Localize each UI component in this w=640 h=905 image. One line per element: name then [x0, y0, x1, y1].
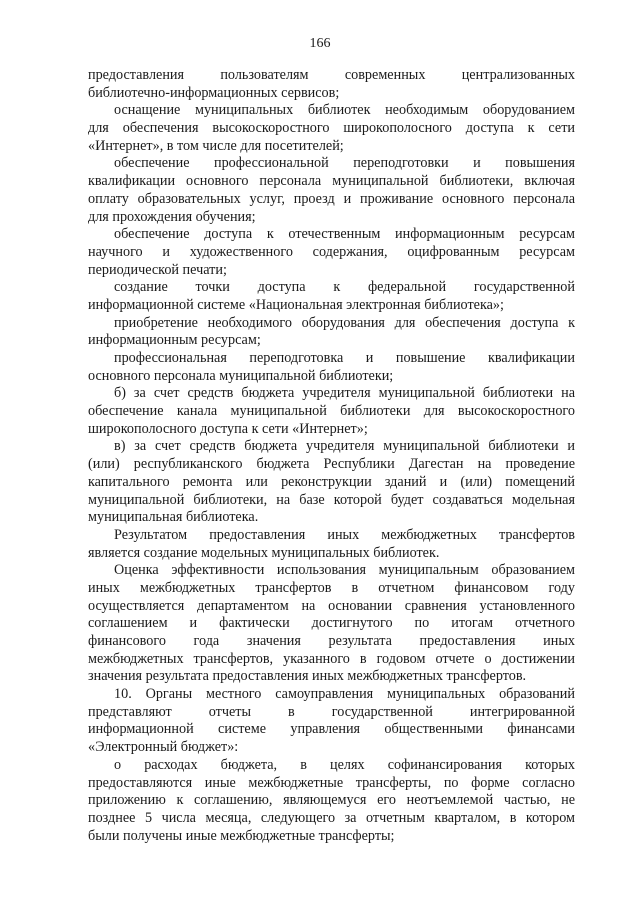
text-line: «Электронный бюджет»:: [88, 739, 239, 756]
text-line: Оценка эффективности использования муниципальным образованием: [114, 562, 575, 579]
text-line: в) за счет средств бюджета учредителя муниципальной библиотеки и: [114, 438, 575, 455]
text-line: капитального ремонта или реконструкции зданий и (или) помещений: [88, 473, 575, 490]
text-line: является создание модельных муниципальных библиотек.: [88, 544, 440, 561]
text-line: квалификации основного персонала муниципальной библиотеки, включая: [88, 173, 575, 190]
text-line: Результатом предоставления иных межбюджетных трансфертов: [114, 526, 575, 543]
text-line: основного персонала муниципальной библиотеки;: [88, 367, 394, 384]
text-line: профессиональная переподготовка и повышение квалификации: [114, 350, 575, 366]
text-line: информационной системе «Национальная электронная библиотека»;: [88, 296, 504, 313]
text-line: представляют отчеты в государственной интегрированной: [88, 703, 575, 720]
text-line: обеспечение канала муниципальной библиотеки для высокоскоростного: [88, 403, 575, 420]
text-line: муниципальной библиотеки, на базе которой будет создаваться модельная: [88, 491, 575, 508]
text-line: научного и художественного содержания, оцифрованным ресурсам: [88, 243, 575, 260]
text-line: оснащение муниципальных библиотек необходимым оборудованием: [114, 102, 575, 119]
text-line: б) за счет средств бюджета учредителя муниципальной библиотеки на: [114, 385, 575, 402]
text-line: оплату образовательных услуг, проезд и проживание основного персонала: [88, 190, 575, 207]
text-line: информационным ресурсам;: [88, 332, 261, 349]
text-line: муниципальная библиотека.: [88, 509, 259, 526]
text-line: (или) республиканского бюджета Республики Дагестан на проведение: [88, 456, 575, 473]
text-line: финансового года значения результата предоставления иных: [88, 633, 575, 649]
text-line: значения результата предоставления иных межбюджетных трансфертов.: [88, 668, 527, 685]
body-text: [88, 67, 575, 845]
text-line: приобретение необходимого оборудования для обеспечения доступа к: [114, 314, 575, 331]
text-line: межбюджетных трансфертов, указанного в годовом отчете о достижении: [88, 650, 575, 667]
text-line: создание точки доступа к федеральной государственной: [114, 279, 575, 296]
text-line: осуществляется департаментом на основании сравнения установленного: [88, 597, 575, 614]
text-line: были получены иные межбюджетные трансферты;: [88, 827, 395, 844]
text-line: обеспечение доступа к отечественным информационным ресурсам: [114, 226, 575, 243]
text-line: предоставления пользователям современных централизованных: [88, 67, 575, 83]
text-line: широкополосного доступа к сети «Интернет»;: [88, 420, 368, 437]
text-line: периодической печати;: [88, 261, 227, 278]
text-line: библиотечно-информационных сервисов;: [88, 84, 340, 101]
text-line: приложению к соглашению, являющемуся его неотъемлемой частью, не: [88, 792, 575, 809]
text-line: для обеспечения высокоскоростного широкополосного доступа к сети: [88, 120, 575, 137]
text-line: иных межбюджетных трансфертов в отчетном финансовом году: [88, 579, 575, 596]
text-line: «Интернет», в том числе для посетителей;: [88, 137, 344, 154]
text-line: о расходах бюджета, в целях софинансирования которых: [114, 756, 575, 773]
text-line: для прохождения обучения;: [88, 208, 256, 225]
page-number: 166: [309, 36, 331, 51]
text-line: позднее 5 числа месяца, следующего за отчетным кварталом, в котором: [88, 809, 575, 826]
text-line: обеспечение профессиональной переподготовки и повышения: [114, 155, 575, 172]
text-line: 10. Органы местного самоуправления муниципальных образований: [114, 686, 575, 703]
text-line: соглашением и фактически достигнутого по итогам отчетного: [88, 615, 575, 632]
text-line: предоставляются иные межбюджетные трансферты, по форме согласно: [88, 774, 575, 791]
text-line: информационной системе управления общественными финансами: [88, 721, 575, 738]
